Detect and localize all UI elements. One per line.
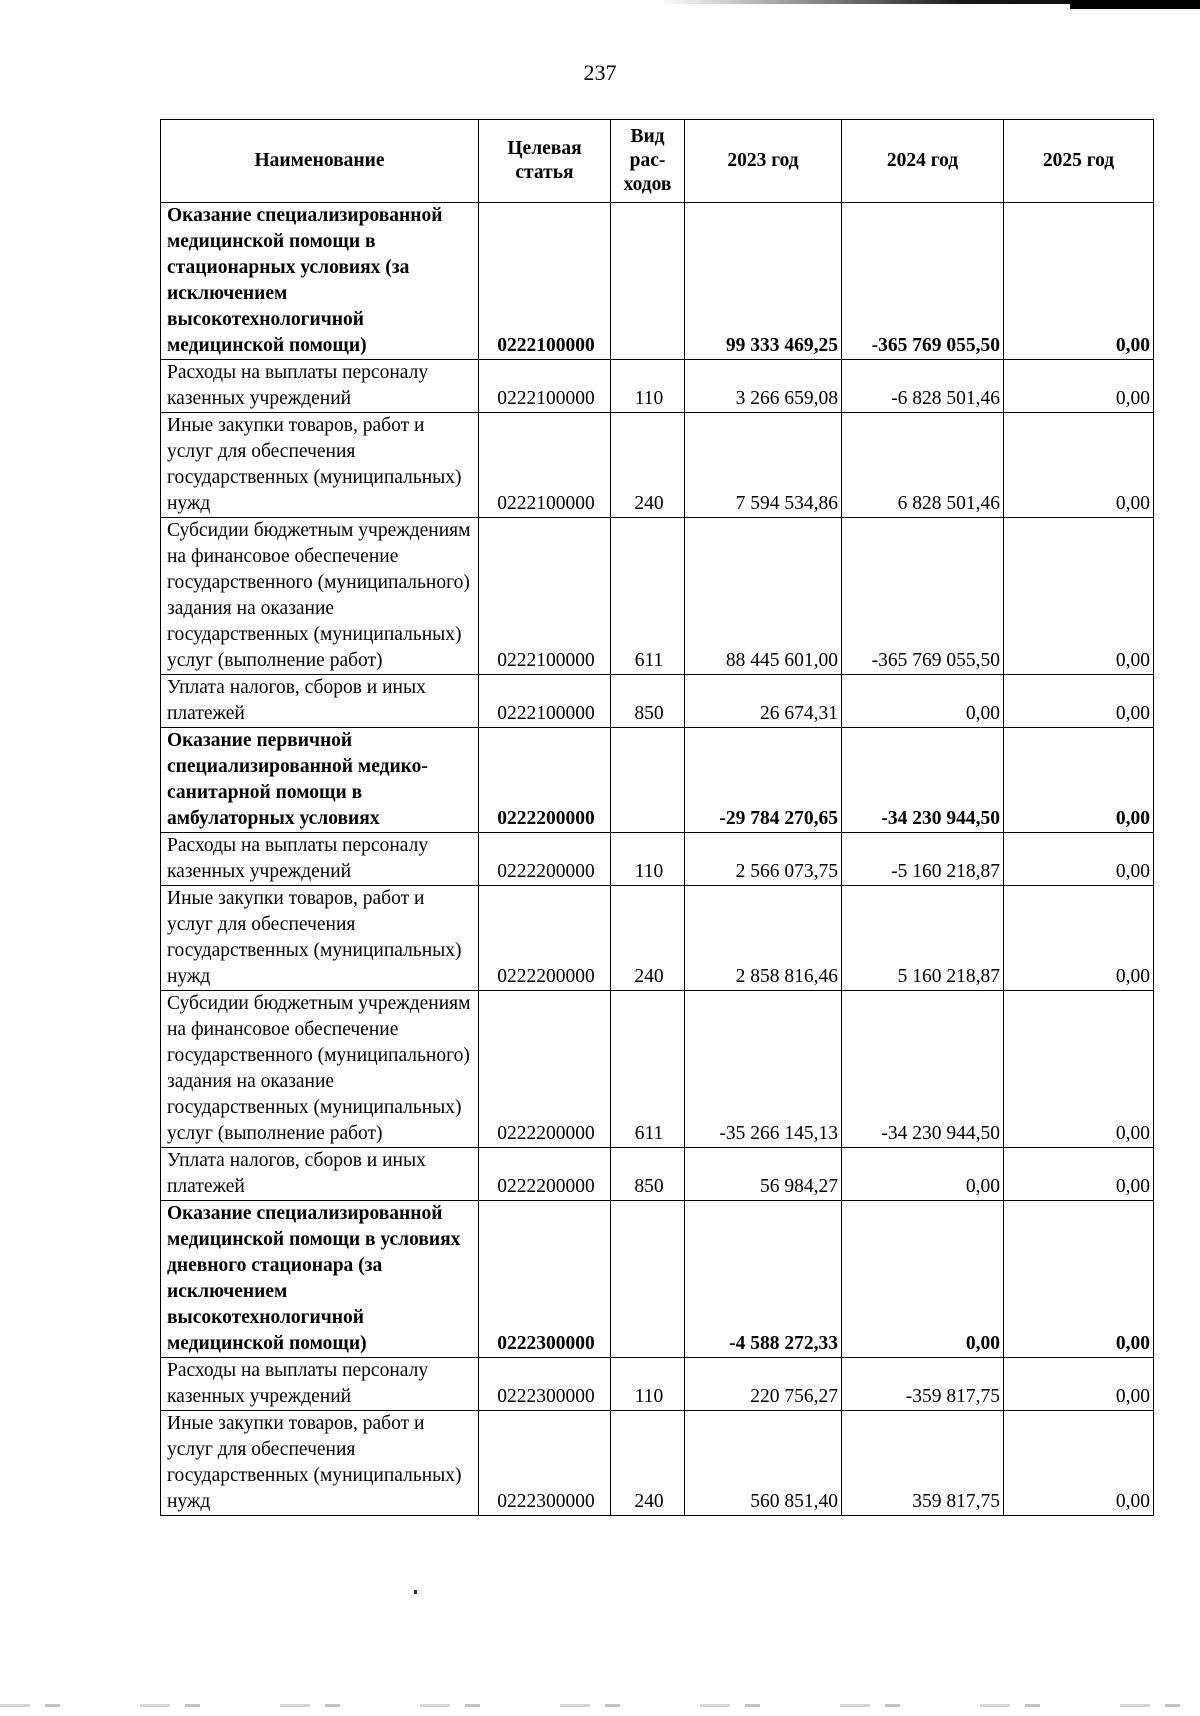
cell-2024: 0,00 — [842, 1201, 1004, 1358]
cell-expense-type — [611, 728, 685, 833]
cell-2024: -34 230 944,50 — [842, 991, 1004, 1148]
cell-2024: -6 828 501,46 — [842, 360, 1004, 413]
cell-2023: 26 674,31 — [685, 675, 842, 728]
cell-expense-type: 240 — [611, 886, 685, 991]
cell-2023: 88 445 601,00 — [685, 518, 842, 675]
cell-name: Расходы на выплаты персоналу казенных учреждений — [161, 833, 479, 886]
cell-name: Уплата налогов, сборов и иных платежей — [161, 675, 479, 728]
cell-2023: 99 333 469,25 — [685, 203, 842, 360]
table-row — [161, 1358, 1154, 1411]
cell-name: Субсидии бюджетным учреждениям на финансовое обеспечение государственного (муниципального) задания на оказание государственных (муниципальных) услуг (выполнение работ) — [161, 991, 479, 1148]
cell-target-article: 0222200000 — [479, 991, 611, 1148]
cell-2023: -4 588 272,33 — [685, 1201, 842, 1358]
table-header-row — [161, 120, 1154, 203]
cell-2025: 0,00 — [1004, 1411, 1154, 1516]
cell-name: Оказание специализированной медицинской помощи в стационарных условиях (за исключением высокотехнологичной медицинской помощи) — [161, 203, 479, 360]
cell-2025: 0,00 — [1004, 203, 1154, 360]
table-row — [161, 413, 1154, 518]
table-row — [161, 360, 1154, 413]
cell-2023: 2 566 073,75 — [685, 833, 842, 886]
cell-name: Расходы на выплаты персоналу казенных учреждений — [161, 360, 479, 413]
cell-expense-type: 611 — [611, 518, 685, 675]
table-row — [161, 833, 1154, 886]
cell-2024: -365 769 055,50 — [842, 518, 1004, 675]
header-code: Целевая статья — [479, 120, 611, 203]
cell-2024: -365 769 055,50 — [842, 203, 1004, 360]
cell-name: Иные закупки товаров, работ и услуг для обеспечения государственных (муниципальных) нужд — [161, 413, 479, 518]
cell-name: Иные закупки товаров, работ и услуг для обеспечения государственных (муниципальных) нужд — [161, 886, 479, 991]
cell-2024: -359 817,75 — [842, 1358, 1004, 1411]
table-row-group — [161, 728, 1154, 833]
cell-expense-type — [611, 203, 685, 360]
cell-2025: 0,00 — [1004, 413, 1154, 518]
cell-2025: 0,00 — [1004, 1201, 1154, 1358]
cell-name: Уплата налогов, сборов и иных платежей — [161, 1148, 479, 1201]
cell-expense-type: 110 — [611, 360, 685, 413]
cell-name: Иные закупки товаров, работ и услуг для обеспечения государственных (муниципальных) нужд — [161, 1411, 479, 1516]
cell-2024: 359 817,75 — [842, 1411, 1004, 1516]
cell-2025: 0,00 — [1004, 675, 1154, 728]
scan-edge-bottom — [0, 1704, 1200, 1707]
cell-expense-type: 850 — [611, 675, 685, 728]
scan-edge-top — [0, 0, 1200, 4]
cell-expense-type: 110 — [611, 833, 685, 886]
cell-target-article: 0222200000 — [479, 1148, 611, 1201]
cell-2025: 0,00 — [1004, 728, 1154, 833]
cell-expense-type — [611, 1201, 685, 1358]
cell-target-article: 0222200000 — [479, 833, 611, 886]
header-2025: 2025 год — [1004, 120, 1154, 203]
cell-2025: 0,00 — [1004, 886, 1154, 991]
table-body — [161, 203, 1154, 1516]
table-row-group — [161, 1201, 1154, 1358]
table-row — [161, 991, 1154, 1148]
table-row — [161, 518, 1154, 675]
table-row — [161, 675, 1154, 728]
cell-2024: -5 160 218,87 — [842, 833, 1004, 886]
table-row — [161, 1411, 1154, 1516]
cell-name: Расходы на выплаты персоналу казенных учреждений — [161, 1358, 479, 1411]
cell-2025: 0,00 — [1004, 991, 1154, 1148]
cell-target-article: 0222100000 — [479, 675, 611, 728]
cell-2025: 0,00 — [1004, 833, 1154, 886]
cell-name: Оказание первичной специализированной медико-санитарной помощи в амбулаторных условиях — [161, 728, 479, 833]
cell-expense-type: 611 — [611, 991, 685, 1148]
cell-expense-type: 110 — [611, 1358, 685, 1411]
table-row — [161, 1148, 1154, 1201]
table-row-group — [161, 203, 1154, 360]
cell-2023: 7 594 534,86 — [685, 413, 842, 518]
cell-2023: 560 851,40 — [685, 1411, 842, 1516]
cell-2024: 5 160 218,87 — [842, 886, 1004, 991]
table-row — [161, 886, 1154, 991]
cell-2024: 6 828 501,46 — [842, 413, 1004, 518]
cell-2023: 220 756,27 — [685, 1358, 842, 1411]
budget-table — [160, 119, 1154, 1516]
cell-target-article: 0222200000 — [479, 728, 611, 833]
header-type: Вид рас-ходов — [611, 120, 685, 203]
cell-target-article: 0222100000 — [479, 203, 611, 360]
cell-target-article: 0222100000 — [479, 413, 611, 518]
cell-2023: -35 266 145,13 — [685, 991, 842, 1148]
cell-2023: 2 858 816,46 — [685, 886, 842, 991]
cell-2023: 3 266 659,08 — [685, 360, 842, 413]
cell-name: Оказание специализированной медицинской помощи в условиях дневного стационара (за исключением высокотехнологичной медицинской помощи) — [161, 1201, 479, 1358]
cell-2023: -29 784 270,65 — [685, 728, 842, 833]
header-2023: 2023 год — [685, 120, 842, 203]
cell-target-article: 0222200000 — [479, 886, 611, 991]
cell-target-article: 0222300000 — [479, 1358, 611, 1411]
cell-2025: 0,00 — [1004, 360, 1154, 413]
scan-edge-corner — [1070, 0, 1200, 9]
cell-2025: 0,00 — [1004, 1148, 1154, 1201]
header-2024: 2024 год — [842, 120, 1004, 203]
cell-2024: 0,00 — [842, 1148, 1004, 1201]
page-number: 237 — [583, 60, 617, 85]
cell-name: Субсидии бюджетным учреждениям на финансовое обеспечение государственного (муниципального) задания на оказание государственных (муниципальных) услуг (выполнение работ) — [161, 518, 479, 675]
cell-target-article: 0222100000 — [479, 518, 611, 675]
cell-expense-type: 240 — [611, 413, 685, 518]
cell-2024: -34 230 944,50 — [842, 728, 1004, 833]
cell-target-article: 0222300000 — [479, 1201, 611, 1358]
cell-2025: 0,00 — [1004, 518, 1154, 675]
cell-target-article: 0222300000 — [479, 1411, 611, 1516]
cell-expense-type: 850 — [611, 1148, 685, 1201]
cell-expense-type: 240 — [611, 1411, 685, 1516]
header-name: Наименование — [161, 120, 479, 203]
cell-2025: 0,00 — [1004, 1358, 1154, 1411]
scan-speck — [414, 1590, 417, 1594]
cell-2023: 56 984,27 — [685, 1148, 842, 1201]
cell-target-article: 0222100000 — [479, 360, 611, 413]
cell-2024: 0,00 — [842, 675, 1004, 728]
